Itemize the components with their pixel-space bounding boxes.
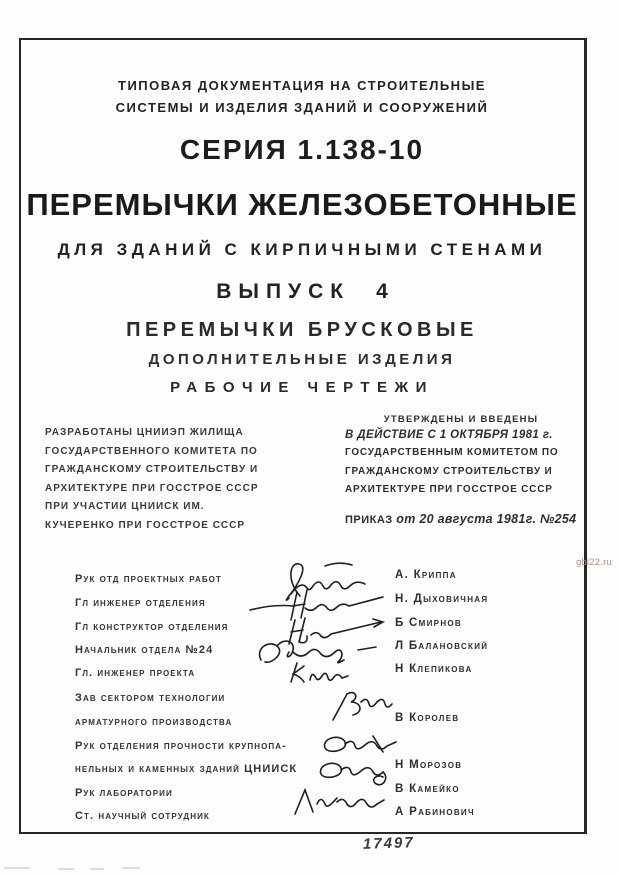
signature-row — [75, 688, 570, 710]
developed-by-line: КУЧЕРЕНКО ПРИ ГОССТРОЕ СССР — [45, 519, 246, 531]
signatory-name: Н Клепикова — [395, 663, 473, 675]
signature-row — [75, 736, 570, 758]
approved-line: АРХИТЕКТУРЕ ПРИ ГОССТРОЕ СССР — [345, 484, 553, 495]
section-title-2: ДОПОЛНИТЕЛЬНЫЕ ИЗДЕЛИЯ — [148, 351, 456, 368]
signatory-label: Гл инженер отделения — [75, 597, 206, 609]
watermark-text: gbi22.ru — [576, 557, 612, 568]
signatory-label: Начальник отдела №24 — [75, 644, 214, 656]
signatory-label: Рук лаборатории — [75, 787, 173, 799]
header-line-1: ТИПОВАЯ ДОКУМЕНТАЦИЯ НА СТРОИТЕЛЬНЫЕ — [118, 78, 486, 93]
signature-row — [75, 640, 570, 662]
developed-by-line: ГОСУДАРСТВЕННОГО КОМИТЕТА ПО — [45, 445, 258, 457]
signatory-label: Ст. научный сотрудник — [75, 810, 210, 822]
issue-number: 4 — [376, 280, 388, 303]
section-title-1: ПЕРЕМЫЧКИ БРУСКОВЫЕ — [126, 319, 478, 341]
approved-line-1: УТВЕРЖДЕНЫ И ВВЕДЕНЫ — [383, 414, 539, 425]
signatory-name: Л Балановский — [395, 640, 489, 652]
signatory-name: В Камейко — [395, 783, 460, 795]
series-title: СЕРИЯ 1.138-10 — [179, 134, 425, 165]
issue-line — [19, 280, 585, 304]
developed-by-line: АРХИТЕКТУРЕ ПРИ ГОССТРОЕ СССР — [45, 482, 259, 494]
signatory-label: Гл. инженер проекта — [75, 667, 196, 679]
order-line — [345, 512, 577, 526]
signatory-name: В Королев — [395, 712, 460, 724]
main-title: ПЕРЕМЫЧКИ ЖЕЛЕЗОБЕТОННЫЕ — [26, 187, 578, 222]
signatory-name: Н Морозов — [395, 759, 463, 771]
order-handwritten: от 20 августа 1981г. №254 — [396, 511, 577, 526]
signature-row — [75, 806, 570, 828]
section-title-3: РАБОЧИЕ ЧЕРТЕЖИ — [170, 379, 434, 396]
signatory-label: Рук отд проектных работ — [75, 573, 222, 585]
signature-row — [75, 617, 570, 639]
developed-by-line: ГРАЖДАНСКОМУ СТРОИТЕЛЬСТВУ И — [45, 464, 259, 475]
signature-row — [75, 759, 570, 781]
signatory-label: арматурного производства — [75, 716, 233, 728]
signatory-label: Зав сектором технологии — [75, 692, 226, 704]
subtitle: ДЛЯ ЗДАНИЙ С КИРПИЧНЫМИ СТЕНАМИ — [57, 240, 547, 259]
signature-row — [75, 569, 570, 591]
signatory-label: Рук отделения прочности крупнопа- — [75, 740, 287, 752]
signatory-name: А. Криппа — [395, 569, 457, 581]
signature-row — [75, 593, 570, 615]
approved-line: ГОСУДАРСТВЕННЫМ КОМИТЕТОМ ПО — [345, 447, 559, 458]
developed-by-block — [45, 424, 290, 535]
approved-line-2: В ДЕЙСТВИЕ С 1 ОКТЯБРЯ 1981 г. — [345, 429, 553, 441]
approved-by-block — [345, 412, 577, 526]
signatory-label: нельных и каменных зданий ЦНИИСК — [75, 763, 298, 775]
issue-label: ВЫПУСК — [216, 280, 351, 303]
developed-by-line: ПРИ УЧАСТИИ ЦНИИСК ИМ. — [45, 501, 205, 512]
signature-row — [75, 783, 570, 805]
signatory-name: Б Смирнов — [395, 617, 462, 629]
order-prefix: ПРИКАЗ — [345, 513, 393, 526]
doc-number: 17497 — [362, 834, 415, 853]
signatory-name: Н. Дыховичная — [395, 593, 489, 605]
signature-row — [75, 712, 570, 734]
approved-line: ГРАЖДАНСКОМУ СТРОИТЕЛЬСТВУ И — [345, 465, 553, 477]
signature-row — [75, 663, 570, 685]
signatory-name: А Рабинович — [395, 806, 475, 818]
developed-by-line: РАЗРАБОТАНЫ ЦНИИЭП ЖИЛИЩА — [45, 427, 244, 438]
header-line-2: СИСТЕМЫ И ИЗДЕЛИЯ ЗДАНИЙ И СООРУЖЕНИЙ — [115, 100, 489, 115]
signatory-label: Гл конструктор отделения — [75, 621, 229, 633]
